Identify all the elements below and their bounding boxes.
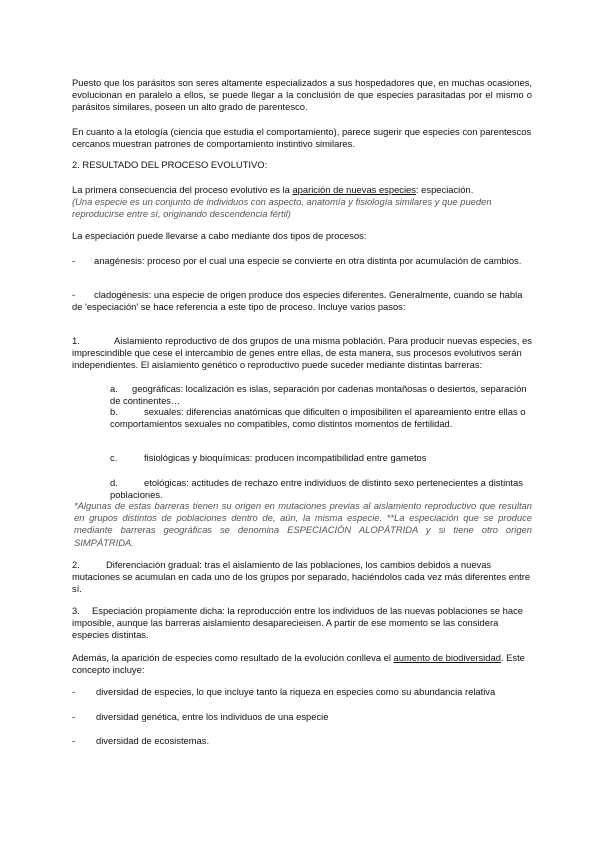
barrier-label: a. xyxy=(110,383,118,394)
barrier-a-text: geográficas: localización es islas, separación por cadenas montañosas o desiertos, separación de continentes… xyxy=(110,383,527,407)
bullet-dash: - xyxy=(72,289,76,300)
bullet-dash: - xyxy=(72,711,76,722)
biodiversity-item-species xyxy=(72,686,532,698)
bullet-dash: - xyxy=(72,255,76,266)
list-item-anagenesis xyxy=(72,255,532,267)
biodiversity-link[interactable]: aumento de biodiversidad xyxy=(393,652,501,663)
section-heading: 2. RESULTADO DEL PROCESO EVOLUTIVO: xyxy=(72,159,268,170)
step-2-text: Diferenciación gradual: tras el aislamiento de las poblaciones, los cambios debidos a nuevas mutaciones se acumulan en cada uno de los grupos por separado, haciéndolos cada vez más diferentes entre sí. xyxy=(72,559,531,595)
cladogenesis-text: cladogénesis: una especie de origen produce dos especies diferentes. Generalmente, cuando se habla de 'especiación' se hace referencia a este tipo de proceso. Incluye varios pasos: xyxy=(72,289,523,313)
barrier-a-geographic xyxy=(110,383,530,407)
step-2-differentiation xyxy=(72,559,532,596)
barrier-label: b. xyxy=(110,406,118,417)
barriers-footnote: *Algunas de estas barreras tienen su origen en mutaciones previas al aislamiento reproductivo que resultan en grupos distintos de poblaciones dentro de, aún, la misma especie. **La especiación que se produce mediante barreras geográficas se denomina ESPECIACIÓN ALOPÁTRIDA y si tiene otro origen SIMPÁTRIDA. xyxy=(74,500,532,548)
first-consequence-paragraph xyxy=(72,184,532,196)
barrier-label: d. xyxy=(110,477,118,488)
item-text: diversidad genética, entre los individuos de una especie xyxy=(96,711,329,722)
barrier-d-text: etológicas: actitudes de rechazo entre individuos de distinto sexo pertenecientes a distintas poblaciones. xyxy=(110,477,523,501)
new-species-link[interactable]: aparición de nuevas especies xyxy=(292,184,416,195)
barrier-c-physiological xyxy=(110,452,530,464)
step-1-text: Aislamiento reproductivo de dos grupos de una misma población. Para producir nuevas especies, es imprescindible que cese el intercambio de genes entre ellas, de esta manera, sus procesos evolutivos serán independientes. El aislamiento genético o reproductivo puede suceder mediante distintas barreras: xyxy=(72,335,532,371)
bullet-dash: - xyxy=(72,686,76,697)
species-definition: (Una especie es un conjunto de individuos con aspecto, anatomía y fisiología similares y que pueden reproducirse entre sí, originando descendencia fértil) xyxy=(72,196,492,220)
first-consequence-text: La primera consecuencia del proceso evolutivo es la xyxy=(72,184,293,195)
biodiversity-text: Además, la aparición de especies como resultado de la evolución conlleva el xyxy=(72,652,394,663)
biodiversity-item-ecosystems xyxy=(72,735,532,747)
item-text: diversidad de especies, lo que incluye tanto la riqueza en especies como su abundancia relativa xyxy=(96,686,496,697)
first-consequence-suffix: : especiación. xyxy=(415,184,474,195)
processes-intro: La especiación puede llevarse a cabo mediante dos tipos de procesos: xyxy=(72,230,367,241)
barrier-c-text: fisiológicas y bioquímicas: producen incompatibilidad entre gametos xyxy=(144,452,427,463)
biodiversity-suffix: . Este concepto incluye: xyxy=(72,652,525,676)
item-text: diversidad de ecosistemas. xyxy=(96,735,210,746)
step-number: 3. xyxy=(72,605,80,616)
step-number: 2. xyxy=(72,559,80,570)
step-number: 1. xyxy=(72,335,80,346)
list-item-cladogenesis xyxy=(72,289,532,313)
bullet-dash: - xyxy=(72,735,76,746)
intro-paragraph-ethology: En cuanto a la etología (ciencia que estudia el comportamiento), parece sugerir que especies con parentescos cercanos muestran patrones de comportamiento instintivo similares. xyxy=(72,126,532,150)
barrier-d-ethological xyxy=(110,477,530,501)
biodiversity-paragraph xyxy=(72,652,532,676)
barrier-label: c. xyxy=(110,452,118,463)
biodiversity-item-genetic xyxy=(72,711,532,723)
barrier-b-text: sexuales: diferencias anatómicas que dificulten o imposibiliten el apareamiento entre ellas o comportamientos sexuales no compatibles, como distintos momentos de fertilidad. xyxy=(110,406,526,430)
barrier-b-sexual xyxy=(110,406,530,430)
step-3-speciation xyxy=(72,605,532,642)
anagenesis-text: anagénesis: proceso por el cual una especie se convierte en otra distinta por acumulación de cambios. xyxy=(94,255,522,266)
step-3-text: Especiación propiamente dicha: la reproducción entre los individuos de las nuevas poblaciones se hace imposible, aunque las barreras aislamiento desaparecieisen. A partir de ese momento se las considera especies distintas. xyxy=(72,605,523,641)
intro-paragraph-parasites: Puesto que los parásitos son seres altamente especializados a sus hospedadores que, en muchas ocasiones, evolucionan en paralelo a ellos, se puede llegar a la conclusión de que especies parasitadas por el mismo o parásitos similares, poseen un alto grado de parentesco. xyxy=(72,77,532,113)
step-1-isolation xyxy=(72,335,532,372)
